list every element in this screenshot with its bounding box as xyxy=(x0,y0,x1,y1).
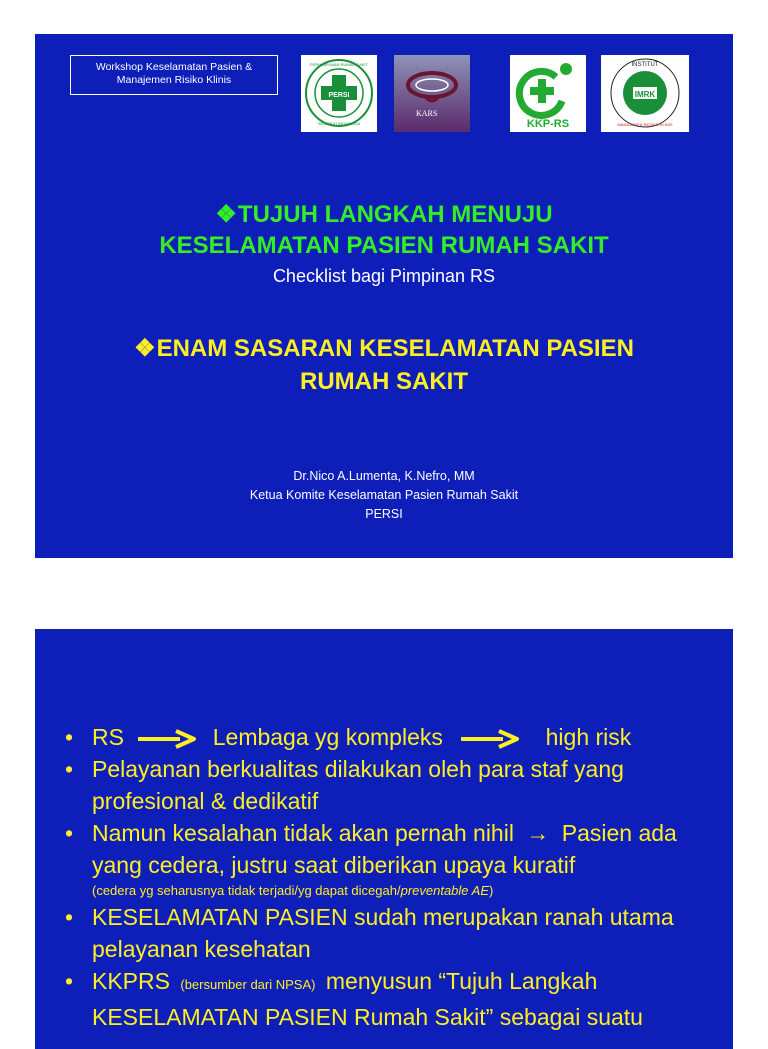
workshop-line-1: Workshop Keselamatan Pasien & xyxy=(95,61,253,73)
right-arrow-icon: → xyxy=(526,820,550,846)
diamond-bullet-icon: ❖ xyxy=(215,201,237,228)
bullet-1-text-a: RS xyxy=(92,724,124,750)
bullet-dot-icon: • xyxy=(65,820,74,846)
workshop-line-2: Manajemen Risiko Klinis xyxy=(116,74,232,86)
kkp-rs-logo-label: KKP-RS xyxy=(526,118,570,130)
list-item xyxy=(65,817,715,901)
kkp-rs-logo xyxy=(510,55,586,132)
list-item xyxy=(65,965,715,1033)
subtitle: Checklist bagi Pimpinan RS xyxy=(272,266,496,286)
author-name: Dr.Nico A.Lumenta, K.Nefro, MM xyxy=(293,469,475,483)
kars-logo-label: KARS xyxy=(416,109,438,118)
bullet-dot-icon: • xyxy=(65,968,74,994)
list-item xyxy=(65,753,715,817)
bullet-dot-icon: • xyxy=(65,756,74,782)
bullet-5-note: (bersumber dari NPSA) xyxy=(180,977,316,992)
main-title xyxy=(35,199,733,261)
bullet-dot-icon: • xyxy=(65,724,74,750)
bullet-2-text: Pelayanan berkualitas dilakukan oleh para staf yang profesional & dedikatif xyxy=(92,756,624,814)
imrk-logo-top: INSTITUT xyxy=(631,62,659,68)
main-title-line-2: KESELAMATAN PASIEN RUMAH SAKIT xyxy=(159,232,609,259)
bullet-3-text-b: Pasien ada yang cedera, justru saat diberikan upaya kuratif xyxy=(92,820,677,878)
persi-logo-top: PERHIMPUNAN RUMAH SAKIT xyxy=(309,62,369,67)
imrk-logo-bottom: MANAJEMEN RESIKO KLINIS xyxy=(617,122,673,127)
bullet-5-text-b: menyusun “Tujuh Langkah KESELAMATAN PASIEN Rumah Sakit” sebagai suatu xyxy=(92,968,643,1030)
kars-logo xyxy=(394,55,470,132)
author-block xyxy=(35,467,733,524)
right-arrow-icon xyxy=(136,728,198,750)
second-title-line-1: ENAM SASARAN KESELAMATAN PASIEN xyxy=(156,335,634,362)
bullet-1-text-c: high risk xyxy=(545,724,632,750)
list-item xyxy=(65,901,715,965)
bullet-3-note-c: ) xyxy=(489,883,494,898)
bullet-3-note xyxy=(92,881,715,901)
imrk-logo-center: IMRK xyxy=(634,90,656,99)
second-title xyxy=(35,332,733,398)
bullet-3-note-b: preventable AE xyxy=(400,883,490,898)
diamond-bullet-icon: ❖ xyxy=(134,335,156,362)
author-org: PERSI xyxy=(365,507,403,521)
bullet-1-text-b: Lembaga yg kompleks xyxy=(212,724,443,750)
persi-logo xyxy=(301,55,377,132)
second-title-line-2: RUMAH SAKIT xyxy=(300,368,468,395)
bullet-dot-icon: • xyxy=(65,904,74,930)
bullet-3-text-a: Namun kesalahan tidak akan pernah nihil xyxy=(92,820,514,846)
bullet-4-text: KESELAMATAN PASIEN sudah merupakan ranah utama pelayanan kesehatan xyxy=(92,904,674,962)
imrk-logo xyxy=(601,55,689,132)
main-title-line-1: TUJUH LANGKAH MENUJU xyxy=(237,201,553,228)
author-role: Ketua Komite Keselamatan Pasien Rumah Sakit xyxy=(249,488,519,502)
right-arrow-icon xyxy=(459,728,521,750)
bullet-5-text-a: KKPRS xyxy=(92,968,170,994)
persi-logo-bottom: SELURUH INDONESIA xyxy=(317,121,361,126)
title-slide xyxy=(35,34,733,558)
workshop-label-box xyxy=(70,55,278,95)
content-slide xyxy=(35,629,733,1049)
list-item xyxy=(65,721,715,753)
bullet-list xyxy=(65,721,715,1033)
persi-logo-center: PERSI xyxy=(328,92,350,99)
bullet-3-note-a: (cedera yg seharusnya tidak terjadi/yg dapat dicegah/ xyxy=(92,883,401,898)
